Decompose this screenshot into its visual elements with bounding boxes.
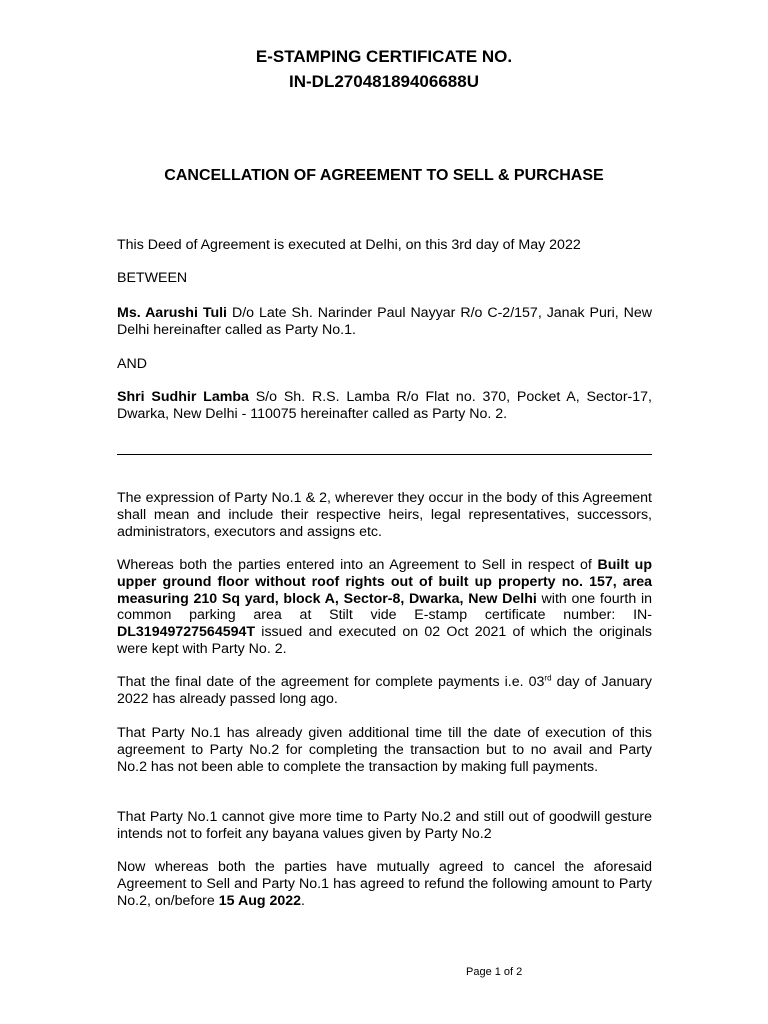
expression-paragraph — [117, 490, 652, 540]
whereas-paragraph — [117, 557, 652, 658]
property-description: Built up upper ground floor without roof rights out of built up property no. 157, area measuring 210 Sq yard, block A, Sector-8, Dwarka, New Delhi — [117, 557, 652, 607]
party1-details: D/o Late Sh. Narinder Paul Nayyar R/o C-2/157, Janak Puri, New Delhi hereinafter called as Party No.1. — [117, 305, 652, 338]
party2-details: S/o Sh. R.S. Lamba R/o Flat no. 370, Pocket A, Sector-17, Dwarka, New Delhi - 110075 hereinafter called as Party No. 2. — [117, 389, 652, 422]
intro-text: This Deed of Agreement is executed at Delhi, on this 3rd day of May 2022 — [117, 237, 581, 253]
final-date-paragraph — [117, 674, 652, 708]
whereas-pre: Whereas both the parties entered into an Agreement to Sell in respect of — [117, 557, 598, 573]
between-label — [117, 270, 652, 287]
whereas-mid: with one fourth in common parking area at Stilt vide E-stamp certificate number: IN- — [117, 590, 652, 624]
estamp-certificate-number: DL31949727564594T — [117, 624, 256, 641]
cancel-paragraph — [117, 859, 652, 909]
refund-date: 15 Aug 2022 — [218, 892, 302, 909]
certificate-label: E-STAMPING CERTIFICATE NO. — [255, 47, 513, 66]
expression-text: The expression of Party No.1 & 2, wherever they occur in the body of this Agreement shall mean and include their respective heirs, legal representatives, successors, administrators, executors and assigns etc. — [117, 490, 652, 540]
party2-paragraph — [117, 389, 652, 423]
page-number: Page 1 of 2 — [466, 966, 523, 978]
whereas-post: issued and executed on 02 Oct 2021 of which the originals were kept with Party No. 2. — [117, 624, 652, 657]
intro-paragraph — [117, 237, 652, 254]
divider-line — [117, 454, 652, 455]
additional-time-paragraph — [117, 725, 652, 775]
document-title: CANCELLATION OF AGREEMENT TO SELL & PURCHASE — [164, 167, 604, 184]
party1-paragraph — [117, 305, 652, 339]
goodwill-paragraph — [117, 809, 652, 843]
additional-time-text: That Party No.1 has already given additional time till the date of execution of this agreement to Party No.2 for completing the transaction but to no avail and Party No.2 has not been able to complete the transaction by making full payments. — [117, 725, 652, 775]
goodwill-text: That Party No.1 cannot give more time to Party No.2 and still out of goodwill gesture intends not to forfeit any bayana values given by Party No.2 — [117, 809, 652, 842]
certificate-number: IN-DL27048189406688U — [289, 72, 479, 91]
party1-name: Ms. Aarushi Tuli — [117, 305, 227, 321]
cancel-post: . — [301, 892, 305, 909]
final-date-sup: rd — [544, 673, 552, 683]
certificate-heading — [0, 44, 768, 94]
party2-name: Shri Sudhir Lamba — [117, 389, 249, 405]
cancel-pre: Now whereas both the parties have mutually agreed to cancel the aforesaid Agreement to Sell and Party No.1 has agreed to refund the following amount to Party No.2, on/before — [117, 859, 652, 909]
and-label — [117, 356, 652, 373]
between-text: BETWEEN — [117, 270, 188, 286]
final-date-pre: That the final date of the agreement for complete payments i.e. 03 — [117, 674, 545, 690]
and-text: AND — [117, 356, 147, 372]
final-date-post: day of January 2022 has already passed long ago. — [117, 674, 652, 707]
